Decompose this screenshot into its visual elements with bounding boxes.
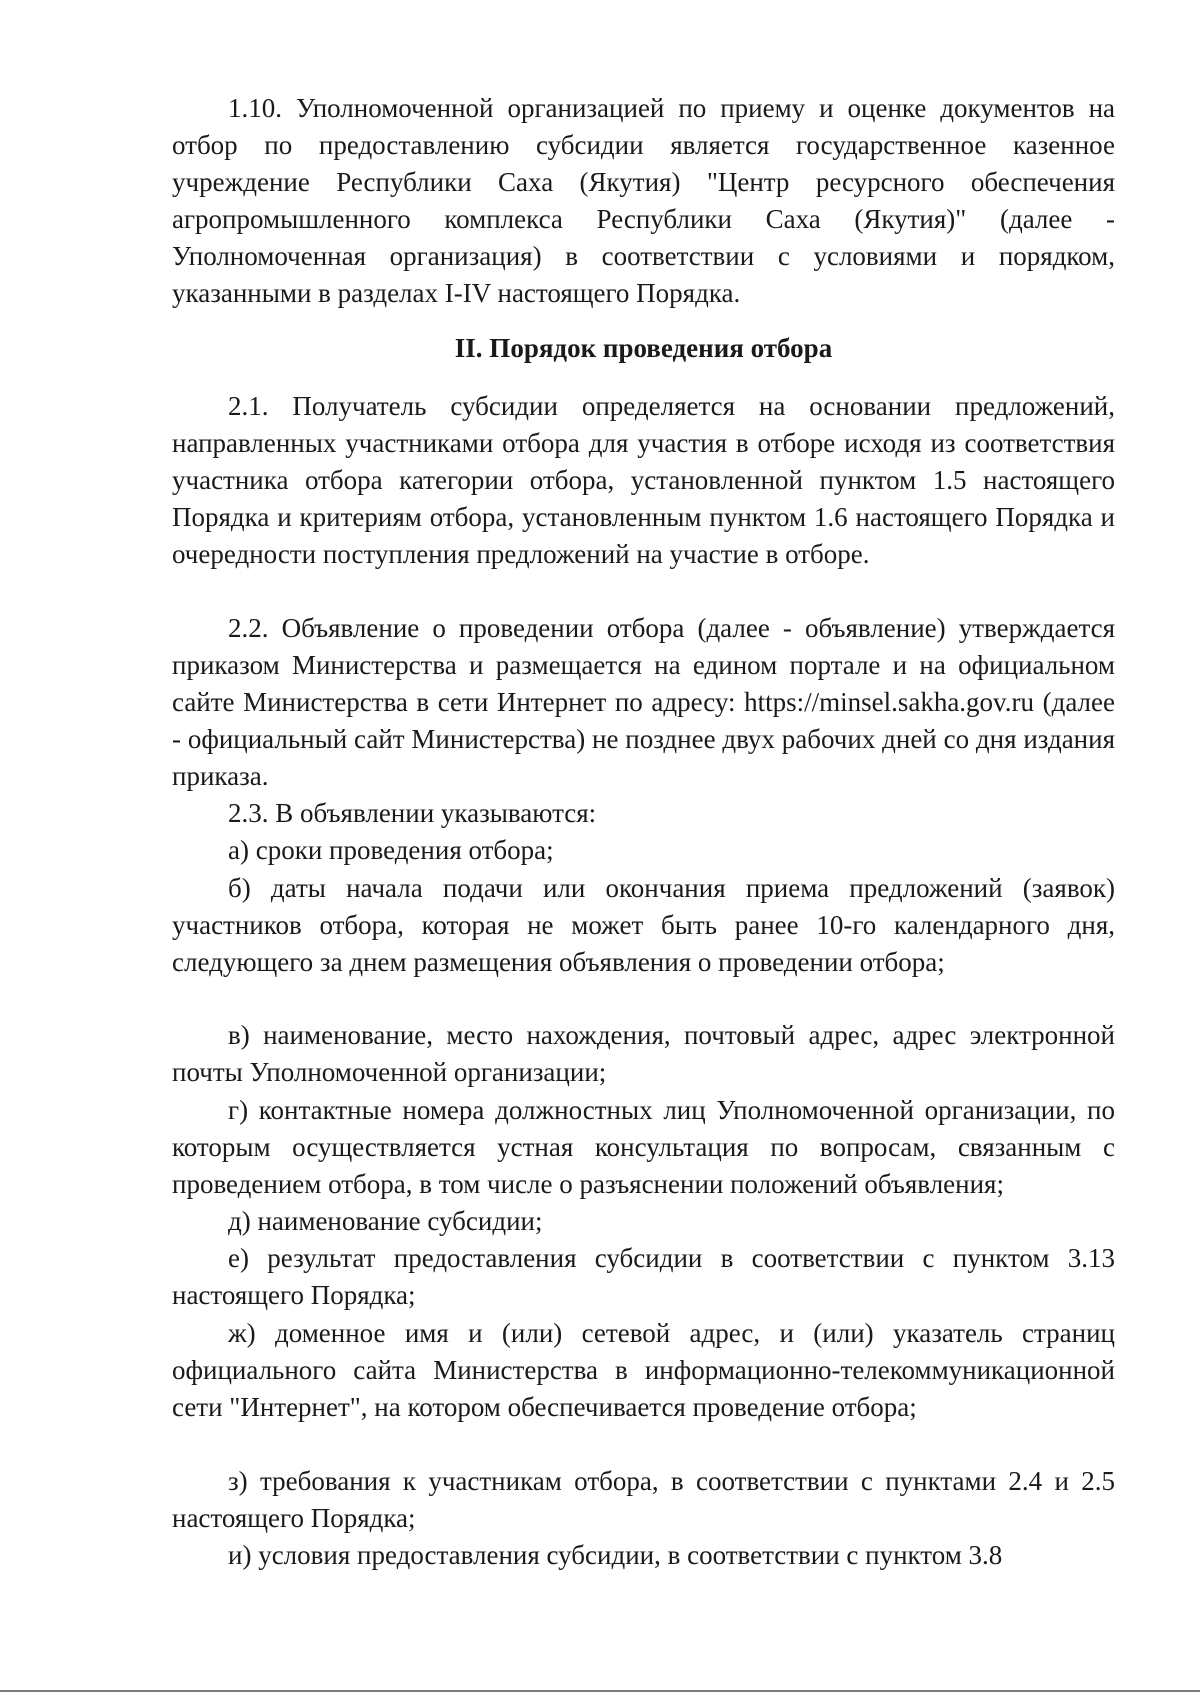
- paragraph-1-10: 1.10. Уполномоченной организацией по приему и оценке документов на отбор по предоставлению субсидии является государственное казенное учреждение Республики Саха (Якутия) "Центр ресурсного обеспечения агропромышленного комплекса Республики Саха (Якутия)" (далее - Уполномоченная организация) в соответствии с условиями и порядком, указанными в разделах I-IV настоящего Порядка.: [172, 93, 1115, 308]
- list-item-zh: ж) доменное имя и (или) сетевой адрес, и (или) указатель страниц официального сайта Министерства в информационно-телекоммуникационной сети "Интернет", на котором обеспечивается проведение отбора;: [172, 1318, 1115, 1422]
- page-bottom-line: [0, 1690, 1200, 1692]
- paragraph-2-1: 2.1. Получатель субсидии определяется на основании предложений, направленных участниками отбора для участия в отборе исходя из соответствия участника отбора категории отбора, установленной пунктом 1.5 настоящего Порядка и критериям отбора, установленным пунктом 1.6 настоящего Порядка и очередности поступления предложений на участие в отборе.: [172, 391, 1115, 569]
- list-item-i: и) условия предоставления субсидии, в соответствии с пунктом 3.8: [228, 1540, 1003, 1570]
- list-item-a: а) сроки проведения отбора;: [228, 835, 554, 865]
- list-item-e: е) результат предоставления субсидии в соответствии с пунктом 3.13 настоящего Порядка;: [172, 1243, 1115, 1310]
- paragraph-2-3: 2.3. В объявлении указываются:: [228, 798, 597, 828]
- paragraph-2-2: 2.2. Объявление о проведении отбора (далее - объявление) утверждается приказом Министерства и размещается на едином портале и на официальном сайте Министерства в сети Интернет по адресу: https://minsel.sakha.gov.ru (далее - официальный сайт Министерства) не позднее двух рабочих дней со дня издания приказа.: [172, 613, 1115, 791]
- list-item-v: в) наименование, место нахождения, почтовый адрес, адрес электронной почты Уполномоченной организации;: [172, 1020, 1115, 1087]
- list-item-b: б) даты начала подачи или окончания приема предложений (заявок) участников отбора, которая не может быть ранее 10-го календарного дня, следующего за днем размещения объявления о проведении отбора;: [172, 873, 1115, 977]
- list-item-g: г) контактные номера должностных лиц Уполномоченной организации, по которым осуществляется устная консультация по вопросам, связанным с проведением отбора, в том числе о разъяснении положений объявления;: [172, 1095, 1115, 1199]
- list-item-d: д) наименование субсидии;: [228, 1206, 543, 1236]
- list-item-z: з) требования к участникам отбора, в соответствии с пунктами 2.4 и 2.5 настоящего Порядка;: [172, 1466, 1115, 1533]
- section-2-heading: II. Порядок проведения отбора: [454, 333, 833, 363]
